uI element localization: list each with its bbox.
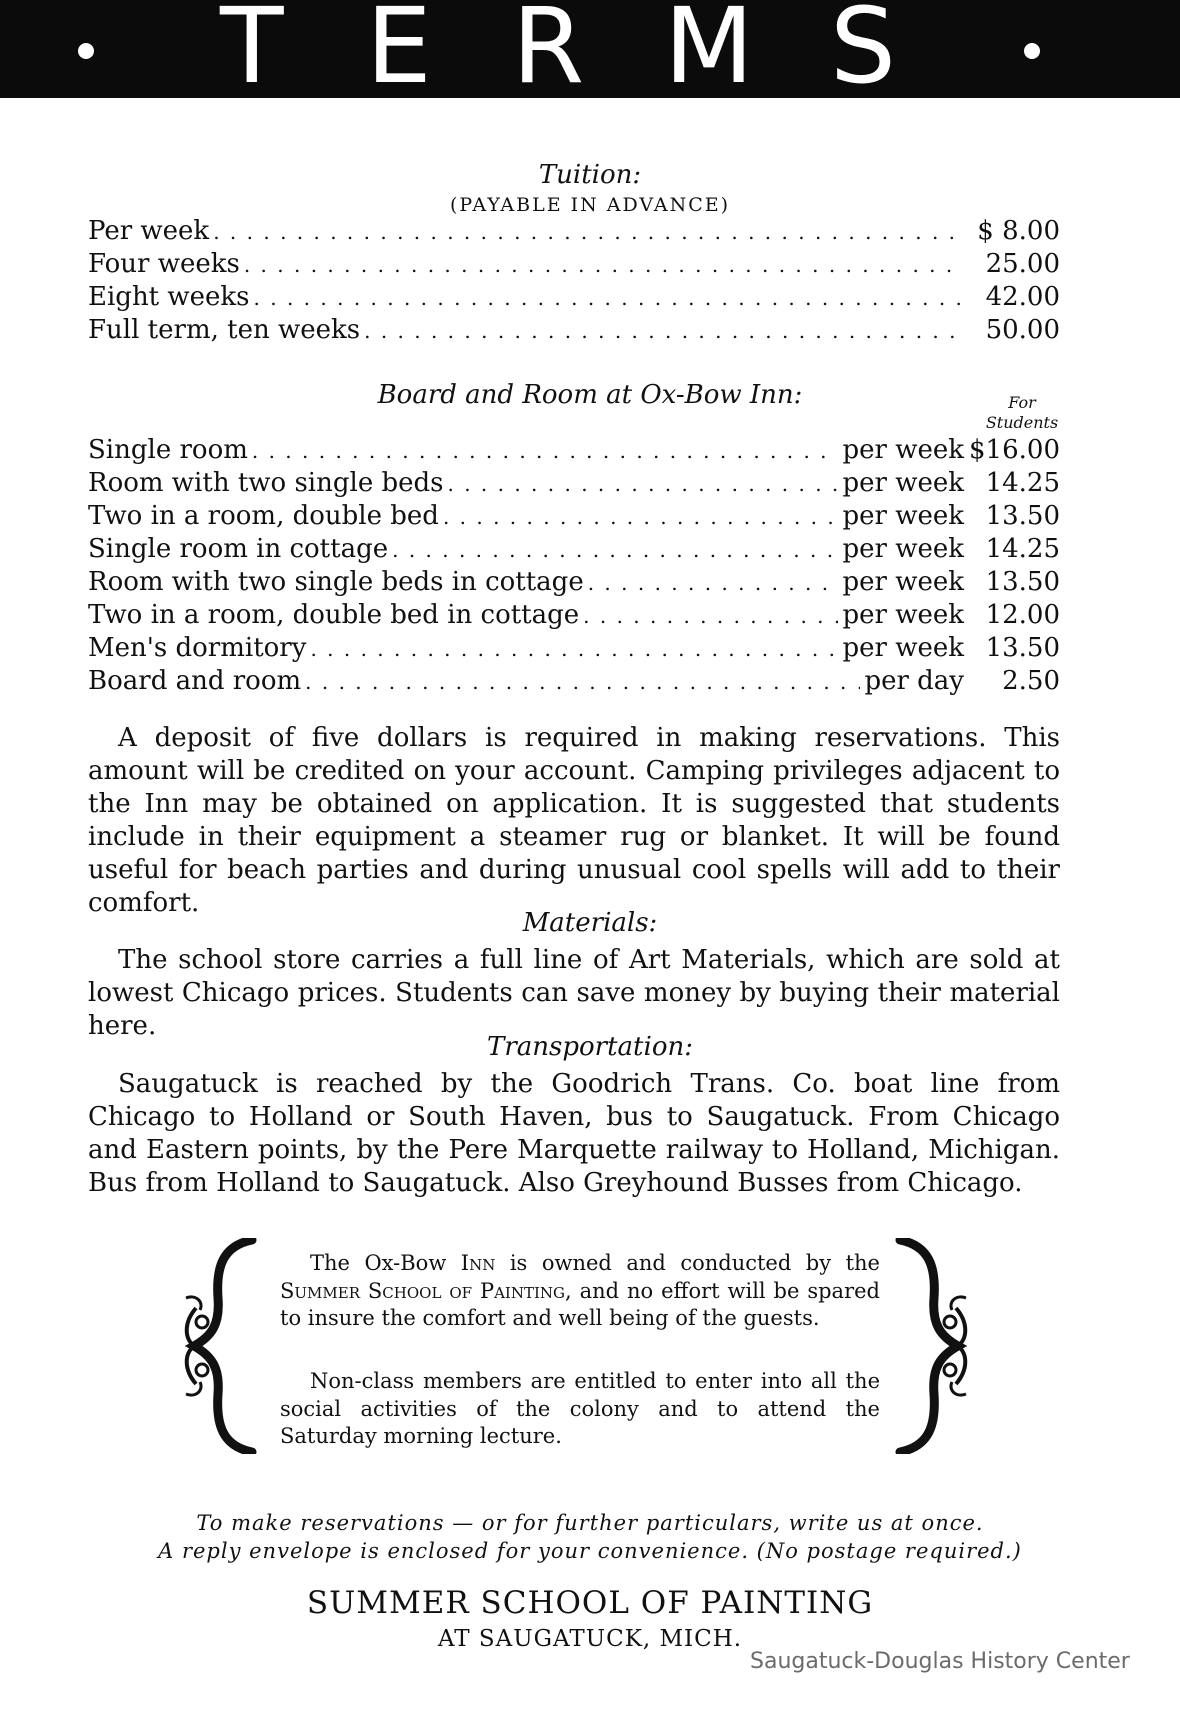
notice-paragraph-1 <box>280 1250 880 1333</box>
row-price: 42.00 <box>985 282 1060 312</box>
board-row <box>88 567 1060 601</box>
notice-school-name: Summer School of Painting <box>280 1278 566 1303</box>
dot-leader <box>447 472 838 496</box>
banner-letter: S <box>830 0 897 98</box>
row-label: Four weeks <box>88 249 240 279</box>
dot-leader <box>254 286 960 310</box>
row-price: 2.50 <box>1002 666 1060 696</box>
row-label: Room with two single beds in cottage <box>88 567 584 597</box>
board-row <box>88 468 1060 502</box>
transportation-paragraph: Saugatuck is reached by the Goodrich Trans. Co. boat line from Chicago to Holland or South Haven, bus to Saugatuck. From Chicago and Eastern points, by the Pere Marquette railway to Holland, Michigan. Bus from Holland to Saugatuck. Also Greyhound Busses from Chicago. <box>88 1069 1060 1198</box>
dot-leader <box>244 253 960 277</box>
row-unit: per day <box>864 666 964 696</box>
banner-letter: M <box>664 0 754 98</box>
row-price: 50.00 <box>985 315 1060 345</box>
ornament-bracket-right-icon <box>890 1238 970 1454</box>
board-row <box>88 501 1060 535</box>
row-label: Single room in cottage <box>88 534 389 564</box>
notice-inn: Inn <box>460 1251 496 1275</box>
dot-leader <box>588 571 839 595</box>
tuition-subheading: (PAYABLE IN ADVANCE) <box>449 194 731 216</box>
board-row <box>88 666 1060 700</box>
row-price: 13.50 <box>985 501 1060 531</box>
row-price: 14.25 <box>985 468 1060 498</box>
row-unit: per week <box>842 501 964 531</box>
row-unit: per week <box>842 600 964 630</box>
row-label: Single room <box>88 435 248 465</box>
row-price: $ 8.00 <box>977 216 1060 246</box>
row-price: 25.00 <box>985 249 1060 279</box>
board-row <box>88 534 1060 568</box>
school-name: SUMMER SCHOOL OF PAINTING <box>306 1585 874 1621</box>
tuition-heading: Tuition: <box>538 160 642 190</box>
banner-letter: R <box>512 0 585 98</box>
school-location: AT SAUGATUCK, MICH. <box>437 1626 743 1652</box>
row-label: Two in a room, double bed in cottage <box>88 600 580 630</box>
closing-line-2: A reply envelope is enclosed for your convenience. (No postage required.) <box>158 1539 1022 1563</box>
row-label: Full term, ten weeks <box>88 315 361 345</box>
for-students-note <box>976 393 1068 433</box>
deposit-paragraph: A deposit of five dollars is required in making reservations. This amount will be credited on your account. Camping privileges adjacent to the Inn may be obtained on application. It is suggested that students include in their equipment a steamer rug or blanket. It will be found useful for beach parties and during unusual cool spells will add to their comfort. <box>88 723 1060 918</box>
bullet-dot-left <box>78 43 94 59</box>
materials-paragraph: The school store carries a full line of Art Materials, which are sold at lowest Chicago prices. Students can save money by buying their material here. <box>88 945 1060 1041</box>
row-label: Eight weeks <box>88 282 250 312</box>
board-row <box>88 633 1060 667</box>
row-unit: per week <box>842 468 964 498</box>
row-label: Per week <box>88 216 210 246</box>
closing-line-1: To make reservations — or for further particulars, write us at once. <box>196 1511 984 1535</box>
board-heading: Board and Room at Ox-Bow Inn: <box>377 380 803 410</box>
banner-letter: E <box>366 0 432 98</box>
dot-leader <box>310 637 838 661</box>
dot-leader <box>252 439 839 463</box>
row-unit: per week <box>842 435 964 465</box>
notice-text: , and no effort will be spared to insure the comfort and well being of the guests. <box>280 1278 880 1330</box>
dot-leader <box>364 319 960 343</box>
row-label: Two in a room, double bed <box>88 501 439 531</box>
notice-paragraph-2: Non-class members are entitled to enter into all the social activities of the colony and to attend the Saturday morning lecture. <box>280 1369 880 1448</box>
row-label: Men's dormitory <box>88 633 307 663</box>
board-row <box>88 600 1060 634</box>
terms-banner <box>0 0 1180 98</box>
row-price: 13.50 <box>985 567 1060 597</box>
row-unit: per week <box>842 633 964 663</box>
row-price: 14.25 <box>985 534 1060 564</box>
tuition-row <box>88 315 1060 349</box>
banner-letter: T <box>220 0 284 98</box>
dot-leader <box>583 604 838 628</box>
ornament-bracket-left-icon <box>182 1238 262 1454</box>
tuition-row <box>88 216 1060 250</box>
for-students-line2: Students <box>985 413 1059 432</box>
row-label: Board and room <box>88 666 302 696</box>
for-students-line1: For <box>1008 393 1036 412</box>
tuition-row <box>88 249 1060 283</box>
bullet-dot-right <box>1024 43 1040 59</box>
tuition-row <box>88 282 1060 316</box>
notice-text: is owned and conducted by the <box>509 1251 880 1275</box>
row-price: 12.00 <box>985 600 1060 630</box>
row-price: $16.00 <box>969 435 1060 465</box>
dot-leader <box>392 538 838 562</box>
dot-leader <box>443 505 839 529</box>
watermark: Saugatuck-Douglas History Center <box>750 1649 1130 1674</box>
row-label: Room with two single beds <box>88 468 444 498</box>
row-price: 13.50 <box>985 633 1060 663</box>
dot-leader <box>213 220 960 244</box>
board-row <box>88 435 1060 469</box>
transportation-heading: Transportation: <box>487 1032 693 1062</box>
row-unit: per week <box>842 567 964 597</box>
materials-heading: Materials: <box>522 908 658 938</box>
row-unit: per week <box>842 534 964 564</box>
notice-text: The Ox-Bow <box>310 1251 447 1275</box>
dot-leader <box>305 670 860 694</box>
